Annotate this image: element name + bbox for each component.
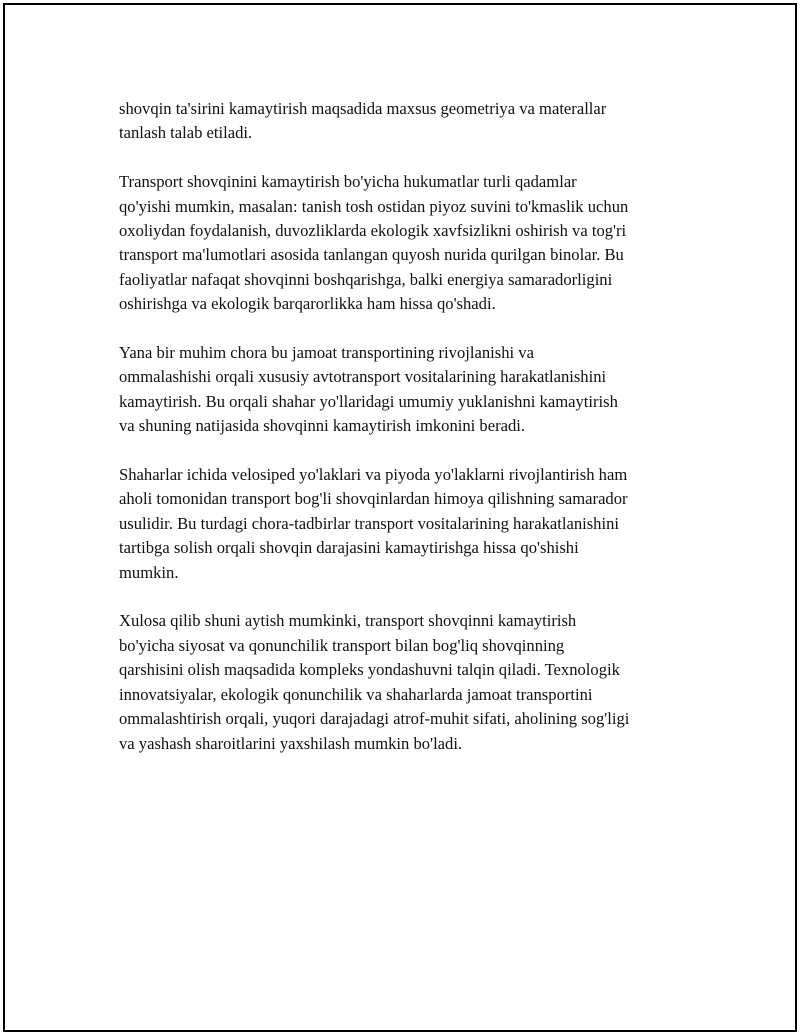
text-line: faoliyatlar nafaqat shovqinni boshqarishga, balki energiya samaradorligini bbox=[119, 269, 613, 289]
text-line: ommalashishi orqali xususiy avtotransport vositalarining harakatlanishini bbox=[119, 367, 607, 387]
text-line: mumkin. bbox=[119, 562, 179, 582]
text-line: tartibga solish orqali shovqin darajasini kamaytirishga hissa qo'shishi bbox=[119, 538, 579, 558]
text-line: transport ma'lumotlari asosida tanlangan quyosh nurida qurilgan binolar. Bu bbox=[119, 245, 624, 265]
text-line: kamaytirish. Bu orqali shahar yo'llaridagi umumiy yuklanishni kamaytirish bbox=[119, 391, 618, 411]
document-body bbox=[119, 97, 699, 780]
text-line: oxoliydan foydalanish, duvozliklarda ekologik xavfsizlikni oshirish va tog'ri bbox=[119, 221, 627, 241]
text-line: innovatsiyalar, ekologik qonunchilik va shaharlarda jamoat transportini bbox=[119, 684, 593, 704]
text-line: Xulosa qilib shuni aytish mumkinki, transport shovqinni kamaytirish bbox=[119, 611, 577, 631]
text-line: qo'yishi mumkin, masalan: tanish tosh ostidan piyoz suvini to'kmaslik uchun bbox=[119, 196, 629, 216]
text-line: shovqin ta'sirini kamaytirish maqsadida maxsus geometriya va materallar bbox=[119, 99, 607, 118]
text-line: aholi tomonidan transport bog'li shovqinlardan himoya qilishning samarador bbox=[119, 489, 628, 509]
paragraph-5 bbox=[119, 609, 699, 755]
text-line: ommalashtirish orqali, yuqori darajadagi atrof-muhit sifati, aholining sog'ligi bbox=[119, 709, 630, 729]
text-line: usulidir. Bu turdagi chora-tadbirlar transport vositalarining harakatlanishini bbox=[119, 513, 619, 533]
paragraph-2 bbox=[119, 170, 699, 316]
text-line: tanlash talab etiladi. bbox=[119, 123, 253, 143]
document-page bbox=[3, 3, 797, 1032]
text-line: bo'yicha siyosat va qonunchilik transport bilan bog'liq shovqinning bbox=[119, 635, 565, 655]
text-line: Yana bir muhim chora bu jamoat transportining rivojlanishi va bbox=[119, 343, 534, 363]
paragraph-4 bbox=[119, 463, 699, 585]
paragraph-1 bbox=[119, 97, 699, 146]
text-line: oshirishga va ekologik barqarorlikka ham hissa qo'shadi. bbox=[119, 294, 496, 314]
text-line: qarshisini olish maqsadida kompleks yondashuvni talqin qiladi. Texnologik bbox=[119, 660, 620, 680]
text-line: va shuning natijasida shovqinni kamaytirish imkonini beradi. bbox=[119, 416, 526, 436]
text-line: Shaharlar ichida velosiped yo'laklari va piyoda yo'laklarni rivojlantirish ham bbox=[119, 465, 628, 485]
text-line: Transport shovqinini kamaytirish bo'yicha hukumatlar turli qadamlar bbox=[119, 172, 577, 192]
text-line: va yashash sharoitlarini yaxshilash mumkin bo'ladi. bbox=[119, 733, 463, 753]
paragraph-3 bbox=[119, 341, 699, 439]
